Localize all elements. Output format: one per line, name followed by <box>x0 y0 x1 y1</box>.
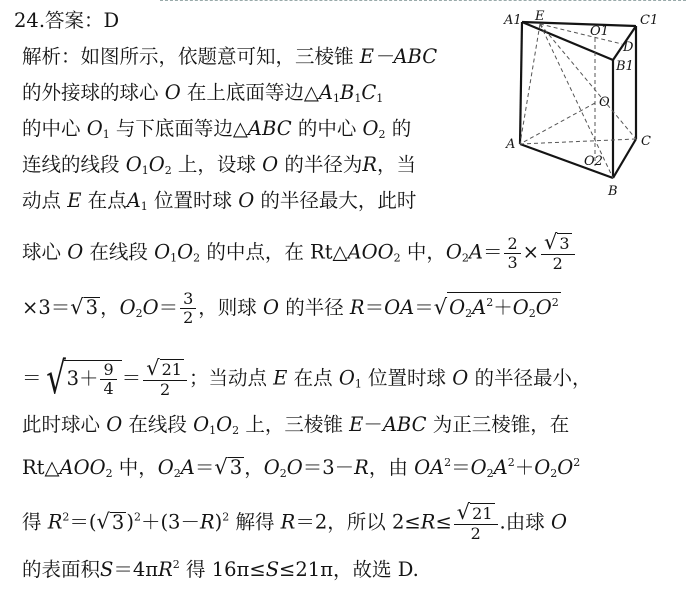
text: 的中点，在 Rt△ <box>206 240 348 264</box>
text: 中， <box>406 240 446 264</box>
text: 动点 <box>22 189 62 212</box>
solution-line-8: ＝√3＋ $\frac{9}{4}$ ＝ $\frac{√ 21}{2}$ ；当动点 E 在点 $O_1$ 位置时球 O 的半径最小， <box>22 353 592 404</box>
solution-line-7: ×3＝√ 3 ，$O_2O=$ $\frac{3}{2}$ ，则球 O 的半径 R＝OA＝√ $O_2A^2+O_2O^2$ <box>22 289 559 327</box>
text: 上，三棱锥 <box>245 413 343 436</box>
solution-line-12: 的表面积$S=4\pi R^2$ 得 16π≤S≤21π，故选 D. <box>22 558 419 581</box>
text: 为正三棱锥，在 <box>432 413 570 436</box>
solution-line-2: 的外接球的球心 O 在上底面等边$\triangle A_1B_1C_1$ <box>22 81 384 105</box>
text: 在上底面等边△ <box>186 81 319 104</box>
text: 的半径 <box>285 296 344 319</box>
edge-aa1 <box>520 22 522 144</box>
text: ＝ <box>22 366 42 390</box>
text: 的半径最小， <box>474 366 592 390</box>
text: 的中心 <box>297 117 357 140</box>
text: 连线的线段 <box>22 153 120 176</box>
answer-label: 答案： <box>45 9 104 32</box>
fraction: $\frac{2}{3}$ <box>504 235 520 272</box>
label-B1: B1 <box>616 59 634 74</box>
solution-line-5: 动点 E 在点$A_1$ 位置时球 O 的半径最大，此时 <box>22 189 417 213</box>
text: 的外接球的球心 <box>22 81 159 104</box>
math-expr: E－ABC <box>359 45 438 68</box>
text: 解得 <box>235 510 275 534</box>
label-C: C <box>641 134 651 149</box>
solution-line-4: 连线的线段 $O_1O_2$ 上，设球 O 的半径为R，当 <box>22 153 417 177</box>
line-ec <box>540 24 636 139</box>
label-O2: O2 <box>584 154 603 169</box>
label-B: B <box>608 184 618 198</box>
question-number: 24. <box>14 9 46 32</box>
text: 的 <box>391 117 412 140</box>
text: 中， <box>118 456 158 479</box>
label-A: A <box>506 137 516 152</box>
answer-line <box>14 9 119 33</box>
text: 在线段 <box>89 240 148 264</box>
label-O1: O1 <box>590 24 609 39</box>
text: Rt△ <box>22 456 60 479</box>
label-E: E <box>535 9 545 24</box>
label-O: O <box>599 95 610 110</box>
text: 位置时球 <box>368 366 447 390</box>
line-oa <box>520 103 595 144</box>
text: 在点 <box>87 189 127 212</box>
label-D: D <box>623 40 634 55</box>
text: 位置时球 <box>153 189 232 212</box>
solution-line-6: 球心 O 在线段 $O_1O_2$ 的中点，在 $Rt\triangle AOO_2$ 中，$O_2A=$ $\frac{2}{3}$ × $\frac{√ 3}{2}$ <box>22 233 577 273</box>
fraction: $\frac{3}{2}$ <box>180 290 196 327</box>
text: 如图所示，依题意可知，三棱锥 <box>80 45 354 68</box>
solution-line-1 <box>22 45 437 69</box>
text: ，则球 <box>198 296 257 319</box>
fraction: $\frac{√ 3}{2}$ <box>541 233 575 273</box>
text: ，由 <box>368 456 408 479</box>
label-C1: C1 <box>640 13 659 28</box>
answer-value: D <box>103 9 120 32</box>
text: 在点 <box>293 366 333 390</box>
text: ， <box>100 296 120 319</box>
text: 得 <box>186 558 206 581</box>
text: 球心 <box>22 240 62 264</box>
text: 的表面积 <box>22 558 101 581</box>
text: ，所以 <box>327 510 386 534</box>
text: 此时球心 <box>22 413 101 436</box>
text: 的半径最大，此时 <box>260 189 417 212</box>
text: ；当动点 <box>188 366 267 390</box>
solution-line-3: 的中心 $O_1$ 与下底面等边△ABC 的中心 $O_2$ 的 <box>22 117 412 141</box>
prism-figure <box>500 8 670 198</box>
fraction: $\frac{√ 21}{2}$ <box>143 359 187 399</box>
text: ，故选 D. <box>333 558 419 581</box>
text: .由球 <box>499 510 545 534</box>
page-top-border <box>160 0 686 1</box>
label-A1: A1 <box>504 13 522 28</box>
line-ea <box>520 24 540 144</box>
text: 上，设球 <box>177 153 256 176</box>
solution-label: 解析： <box>22 45 81 68</box>
edge-bc <box>613 139 636 178</box>
solution-line-9: 此时球心 O 在线段 $O_1O_2$ 上，三棱锥 E－ABC 为正三棱锥，在 <box>22 413 570 437</box>
edge-ac-hidden <box>520 139 636 144</box>
text: 与下底面等边△ <box>115 117 248 140</box>
solution-line-11: 得 $R^2=(√$ 3 )$^2+(3-R)^2$ 解得 R＝2，所以 2≤R≤ $\frac{√ 21}{2}$ .由球 O <box>22 500 567 543</box>
text: 在线段 <box>128 413 187 436</box>
text: ×3＝ <box>22 296 71 319</box>
fraction: $\frac{√ 21}{2}$ <box>454 503 498 543</box>
text: 的中心 <box>22 117 81 140</box>
solution-line-10: $Rt\triangle AOO_2$ 中，$O_2A=√$ 3 ，$O_2O=3-R$，由 $OA^2=O_2A^2+O_2O^2$ <box>22 455 581 480</box>
text: ，当 <box>377 153 417 176</box>
text: 得 <box>22 510 42 534</box>
text: 的半径为 <box>284 153 363 176</box>
